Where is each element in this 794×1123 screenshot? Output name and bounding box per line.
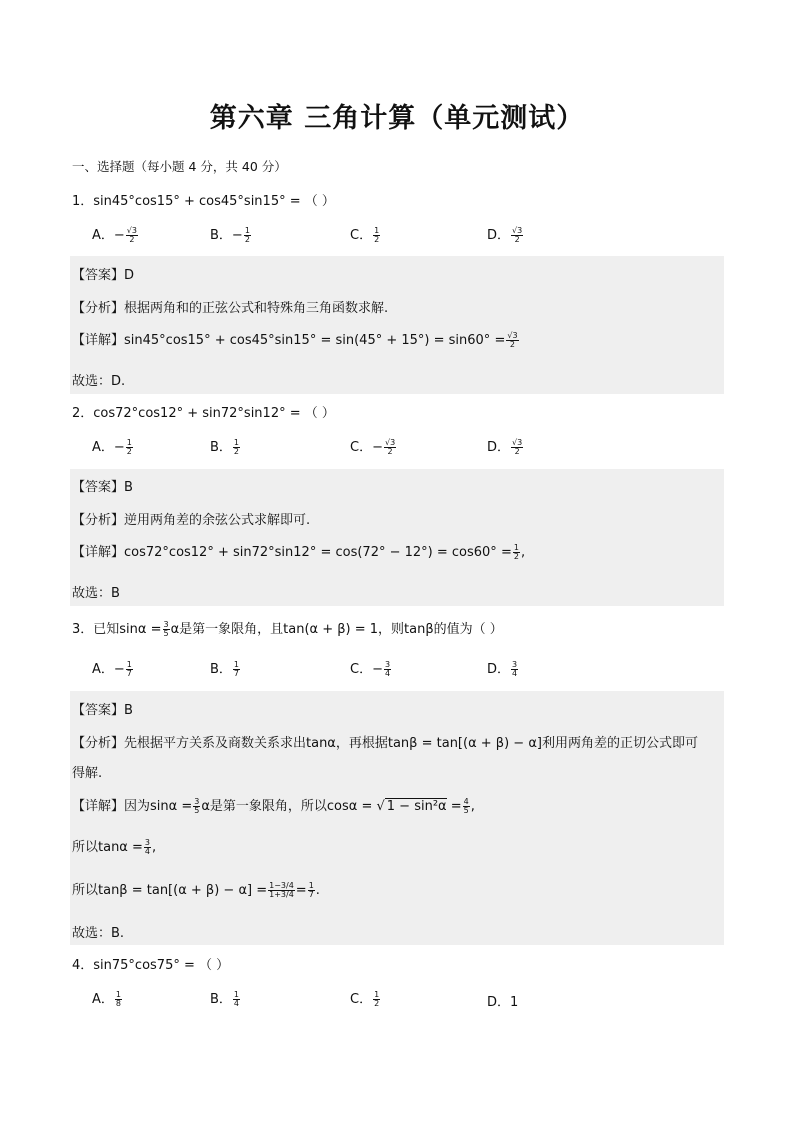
- q3-detail-line-2: 所以tanα = $\frac{3}{4}$ ,: [72, 838, 157, 856]
- q2-answer: 【答案】B: [72, 480, 133, 495]
- q3-option-d: D． $\frac{3}{4}$: [487, 660, 518, 678]
- q3-analysis-line-1: 【分析】先根据平方关系及商数关系求出tanα，再根据tanβ = tan[(α + β) − α]利用两角差的正切公式即可: [72, 736, 698, 751]
- q3-option-c: C．− $\frac{3}{4}$: [350, 660, 391, 678]
- q1-detail: 【详解】sin45°cos15° + cos45°sin15° = sin(45° + 15°) = sin60° = $\frac{√3}{2}$: [72, 331, 518, 349]
- q3-analysis-line-2: 得解.: [72, 766, 103, 781]
- q1-choose: 故选：D.: [72, 374, 126, 389]
- q1-solution-block: [70, 256, 724, 394]
- q1-analysis: 【分析】根据两角和的正弦公式和特殊角三角函数求解.: [72, 301, 389, 316]
- section-heading: 一、选择题（每小题 4 分，共 40 分）: [72, 159, 287, 174]
- q4-option-b: B． $\frac{1}{4}$: [210, 990, 240, 1008]
- q1-option-d: D． $\frac{√3}{2}$: [487, 226, 523, 244]
- q4-option-a: A． $\frac{1}{8}$: [92, 990, 121, 1008]
- q3-option-a: A．− $\frac{1}{7}$: [92, 660, 132, 678]
- q1-answer: 【答案】D: [72, 268, 135, 283]
- q1-option-b: B．− $\frac{1}{2}$: [210, 226, 250, 244]
- q2-choose: 故选：B: [72, 586, 120, 601]
- question-2-stem: 2．cos72°cos12° + sin72°sin12° = （ ）: [72, 406, 335, 421]
- q3-detail-line-3: 所以tanβ = tan[(α + β) − α] = $\frac{1-3/4}{1+3/4}$ = $\frac{1}{7}$ .: [72, 881, 320, 899]
- q2-option-c: C．− $\frac{√3}{2}$: [350, 438, 396, 456]
- q3-detail-line-1: 【详解】因为sinα = $\frac{3}{5}$ α是第一象限角，所以cosα = √ 1 − sin²α = $\frac{4}{5}$ ,: [72, 797, 475, 815]
- q2-option-b: B． $\frac{1}{2}$: [210, 438, 240, 456]
- q3-solution-block: [70, 691, 724, 945]
- q2-option-a: A．− $\frac{1}{2}$: [92, 438, 132, 456]
- q3-choose: 故选：B.: [72, 926, 125, 941]
- q4-option-c: C． $\frac{1}{2}$: [350, 990, 380, 1008]
- q1-option-c: C． $\frac{1}{2}$: [350, 226, 380, 244]
- question-1-stem: 1．sin45°cos15° + cos45°sin15° = （ ）: [72, 194, 335, 209]
- q2-solution-block: [70, 469, 724, 606]
- q2-detail: 【详解】cos72°cos12° + sin72°sin12° = cos(72° − 12°) = cos60° = $\frac{1}{2}$ ,: [72, 543, 526, 561]
- question-4-stem: 4．sin75°cos75° = （ ）: [72, 958, 230, 973]
- q2-analysis: 【分析】逆用两角差的余弦公式求解即可.: [72, 513, 311, 528]
- question-3-stem: 3．已知sinα = $\frac{3}{5}$ α是第一象限角，且tan(α + β) = 1，则tanβ的值为（ ）: [72, 620, 503, 638]
- q4-option-d: D．1: [487, 995, 519, 1010]
- q3-answer: 【答案】B: [72, 703, 133, 718]
- q1-option-a: A．− $\frac{√3}{2}$: [92, 226, 137, 244]
- q2-option-d: D． $\frac{√3}{2}$: [487, 438, 523, 456]
- q3-option-b: B． $\frac{1}{7}$: [210, 660, 240, 678]
- page-title: 第六章 三角计算（单元测试）: [209, 103, 585, 134]
